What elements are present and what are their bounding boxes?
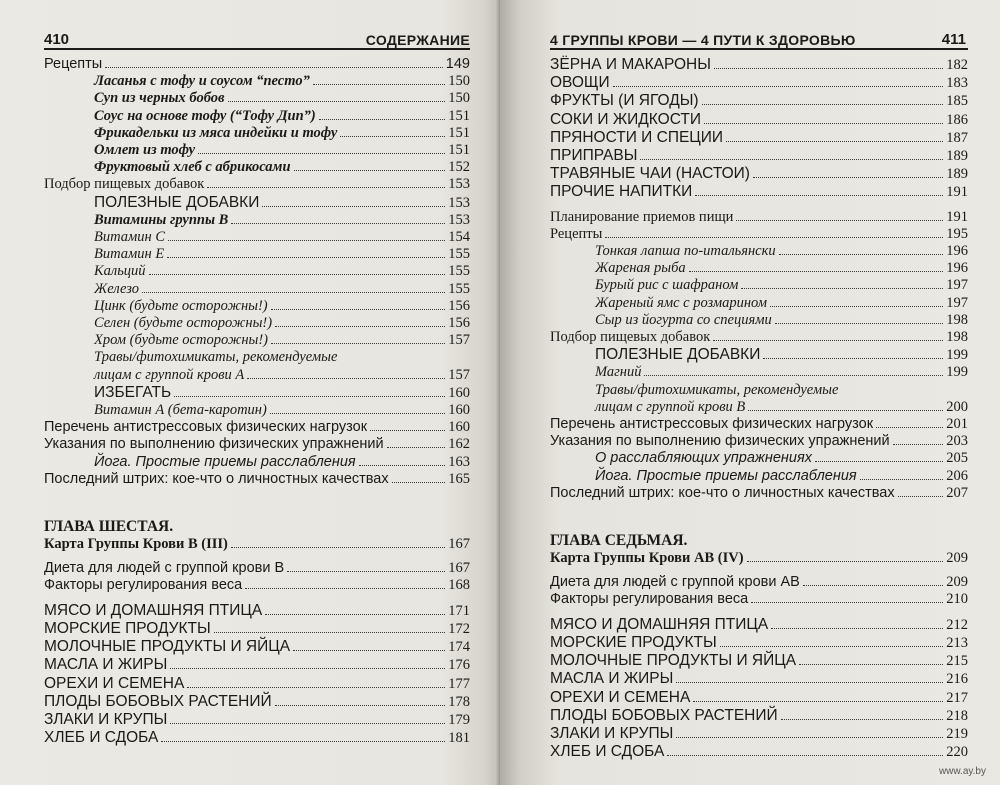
food-group-entry: ХЛЕБ И СДОБА 181 — [44, 729, 470, 747]
toc-entry: О расслабляющих упражнениях 205 — [595, 450, 968, 467]
toc-entry: Указания по выполнению физических упражнений 203 — [550, 433, 968, 450]
toc-entry: Факторы регулирования веса 168 — [44, 577, 470, 594]
toc-entry: Железо 155 — [94, 280, 470, 297]
toc-entry: Рецепты 149 — [44, 56, 470, 72]
left-page-header — [44, 26, 470, 50]
toc-entry: Подбор пищевых добавок 198 — [550, 329, 968, 346]
watermark: www.ay.by — [938, 766, 986, 777]
food-group-entry: МАСЛА И ЖИРЫ 176 — [44, 656, 470, 674]
toc-entry: лицам с группой крови В 200 — [595, 398, 968, 415]
toc-entry: Витамин А (бета-каротин) 160 — [94, 402, 470, 419]
toc-entry-line1: Травы/фитохимикаты, рекомендуемые — [94, 349, 338, 366]
food-group-entry: МОРСКИЕ ПРОДУКТЫ 213 — [550, 633, 968, 651]
toc-entry-line1: Травы/фитохимикаты, рекомендуемые — [595, 381, 839, 398]
food-group-entry: МОЛОЧНЫЕ ПРОДУКТЫ И ЯЙЦА 174 — [44, 638, 470, 656]
toc-entry: Факторы регулирования веса 210 — [550, 591, 968, 608]
left-header-title: СОДЕРЖАНИЕ — [365, 32, 470, 48]
food-group-entry: ЗЛАКИ И КРУПЫ 219 — [550, 724, 968, 742]
food-group-entry: МЯСО И ДОМАШНЯЯ ПТИЦА 212 — [550, 615, 968, 633]
food-group-entry: ПРИПРАВЫ 189 — [550, 147, 968, 165]
toc-entry: Соус на основе тофу (“Тофу Дип”) 151 — [94, 107, 470, 124]
toc-entry: ПОЛЕЗНЫЕ ДОБАВКИ 153 — [94, 193, 470, 211]
food-group-entry: ОВОЩИ 183 — [550, 74, 968, 92]
food-group-entry: ПЛОДЫ БОБОВЫХ РАСТЕНИЙ 178 — [44, 692, 470, 710]
left-page-number: 410 — [44, 31, 70, 48]
toc-entry: Указания по выполнению физических упражнений 162 — [44, 436, 470, 453]
food-group-entry: ПРОЧИЕ НАПИТКИ 191 — [550, 183, 968, 201]
food-group-entry: МОРСКИЕ ПРОДУКТЫ 172 — [44, 619, 470, 637]
toc-entry: Йога. Простые приемы расслабления 163 — [94, 453, 470, 470]
toc-entry: Перечень антистрессовых физических нагрузок 160 — [44, 419, 470, 436]
toc-entry: ПОЛЕЗНЫЕ ДОБАВКИ 199 — [595, 346, 968, 364]
toc-entry: Йога. Простые приемы расслабления 206 — [595, 467, 968, 484]
toc-entry: Тонкая лапша по-итальянски 196 — [595, 243, 968, 260]
toc-entry: Ласанья с тофу и соусом “песто” 150 — [94, 73, 470, 90]
toc-entry: Жареный ямс с розмарином 197 — [595, 294, 968, 311]
toc-entry: Цинк (будьте осторожны!) 156 — [94, 297, 470, 314]
chapter-map-entry: Карта Группы Крови АВ (IV) 209 — [550, 550, 968, 567]
toc-entry: Диета для людей с группой крови АВ 209 — [550, 574, 968, 591]
toc-entry: Фрикадельки из мяса индейки и тофу 151 — [94, 124, 470, 141]
toc-entry: Кальций 155 — [94, 263, 470, 280]
right-page-header — [550, 26, 968, 50]
food-group-entry: ПЛОДЫ БОБОВЫХ РАСТЕНИЙ 218 — [550, 706, 968, 724]
food-group-entry: ТРАВЯНЫЕ ЧАИ (НАСТОИ) 189 — [550, 165, 968, 183]
toc-entry: Диета для людей с группой крови В 167 — [44, 560, 470, 577]
food-group-entry: ЗЛАКИ И КРУПЫ 179 — [44, 710, 470, 728]
chapter-title: ГЛАВА СЕДЬМАЯ. — [550, 532, 688, 550]
food-group-entry: ОРЕХИ И СЕМЕНА 177 — [44, 674, 470, 692]
toc-entry: Сыр из йогурта со специями 198 — [595, 311, 968, 328]
food-group-entry: ХЛЕБ И СДОБА 220 — [550, 743, 968, 761]
food-group-entry: ФРУКТЫ (И ЯГОДЫ) 185 — [550, 92, 968, 110]
toc-entry: Последний штрих: кое-что о личностных качествах 165 — [44, 470, 470, 487]
toc-entry: Последний штрих: кое-что о личностных качествах 207 — [550, 484, 968, 501]
toc-entry: Витамин С 154 — [94, 229, 470, 246]
toc-entry: Подбор пищевых добавок 153 — [44, 176, 470, 193]
food-group-entry: ОРЕХИ И СЕМЕНА 217 — [550, 688, 968, 706]
toc-entry: Рецепты 195 — [550, 225, 968, 242]
toc-entry: Фруктовый хлеб с абрикосами 152 — [94, 159, 470, 176]
toc-entry: Жареная рыба 196 — [595, 260, 968, 277]
right-page-number: 411 — [941, 31, 966, 48]
chapter-title: ГЛАВА ШЕСТАЯ. — [44, 518, 174, 536]
food-group-entry: МЯСО И ДОМАШНЯЯ ПТИЦА 171 — [44, 601, 470, 619]
toc-entry: Селен (будьте осторожны!) 156 — [94, 315, 470, 332]
chapter-map-entry: Карта Группы Крови В (III) 167 — [44, 536, 470, 553]
toc-entry: Перечень антистрессовых физических нагрузок 201 — [550, 416, 968, 433]
toc-entry: Витамин Е 155 — [94, 246, 470, 263]
toc-entry: Хром (будьте осторожны!) 157 — [94, 332, 470, 349]
toc-entry: Витамины группы В 153 — [94, 211, 470, 228]
right-header-title: 4 ГРУППЫ КРОВИ — 4 ПУТИ К ЗДОРОВЬЮ — [550, 32, 856, 48]
toc-entry: Магний 199 — [595, 364, 968, 381]
food-group-entry: ПРЯНОСТИ И СПЕЦИИ 187 — [550, 128, 968, 146]
food-group-entry: МОЛОЧНЫЕ ПРОДУКТЫ И ЯЙЦА 215 — [550, 652, 968, 670]
toc-entry: Суп из черных бобов 150 — [94, 90, 470, 107]
toc-entry: Омлет из тофу 151 — [94, 142, 470, 159]
toc-entry: Планирование приемов пищи 191 — [550, 208, 968, 225]
food-group-entry: МАСЛА И ЖИРЫ 216 — [550, 670, 968, 688]
toc-entry: ИЗБЕГАТЬ 160 — [94, 383, 470, 401]
toc-entry: лицам с группой крови А 157 — [94, 366, 470, 383]
toc-entry: Бурый рис с шафраном 197 — [595, 277, 968, 294]
right-page — [500, 0, 1000, 785]
food-group-entry: ЗЁРНА И МАКАРОНЫ 182 — [550, 56, 968, 73]
food-group-entry: СОКИ И ЖИДКОСТИ 186 — [550, 110, 968, 128]
